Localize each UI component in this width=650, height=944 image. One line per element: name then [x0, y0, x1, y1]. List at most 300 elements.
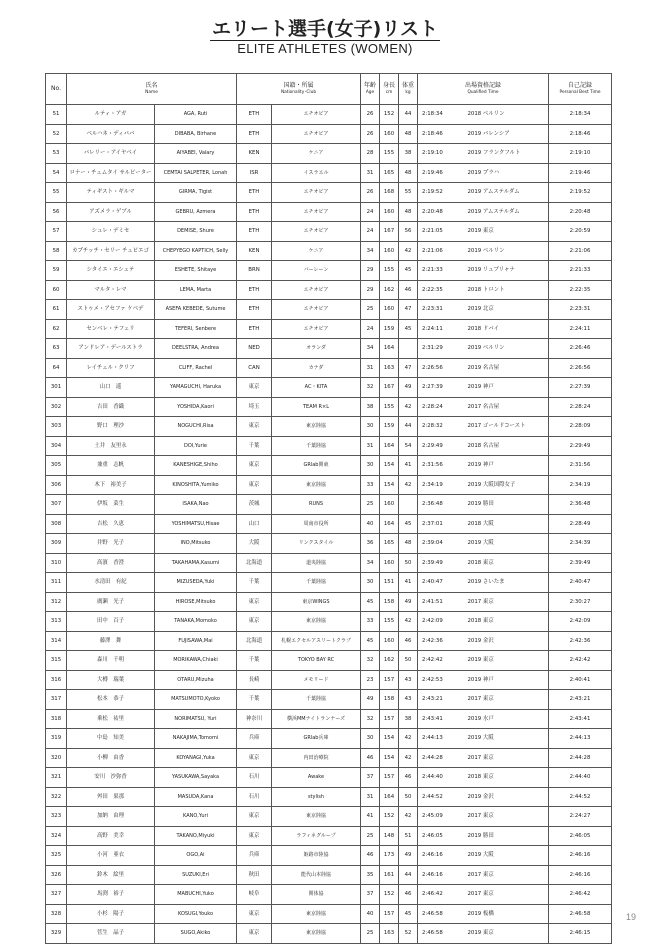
cell-name-jp: 松本 恭子 [67, 690, 155, 710]
cell-name-en: KOSUGI,Youko [155, 904, 237, 924]
cell-country-code: 石川 [237, 787, 272, 807]
page-number: 19 [625, 912, 636, 922]
header-weight-en: kg [405, 90, 411, 95]
cell-name-en: LEMA, Marta [155, 280, 237, 300]
cell-qualified-time: 2:28:32 [418, 417, 462, 437]
header-pb-jp: 自己記録 [568, 81, 593, 89]
cell-weight [399, 339, 418, 359]
cell-qualified-time: 2:23:31 [418, 300, 462, 320]
cell-name-en: KANESHIGE,Shiho [155, 456, 237, 476]
cell-height: 148 [380, 826, 399, 846]
cell-country-code: 東京 [237, 904, 272, 924]
page-title-text: エリート選手(女子)リスト [212, 18, 438, 40]
cell-name-jp: 安川 沙弥香 [67, 768, 155, 788]
cell-height: 157 [380, 670, 399, 690]
cell-weight: 42 [399, 612, 418, 632]
cell-height: 157 [380, 768, 399, 788]
cell-name-jp: 乗松 祐里 [67, 709, 155, 729]
cell-name-jp: ベルハネ・ディババ [67, 124, 155, 144]
cell-qualified-time: 2:21:06 [418, 241, 462, 261]
cell-age: 24 [361, 319, 380, 339]
cell-no: 304 [46, 436, 67, 456]
cell-name-en: ESHETE, Shitaye [155, 261, 237, 281]
cell-qualified-time: 2:29:49 [418, 436, 462, 456]
table-row [46, 904, 612, 924]
cell-height: 152 [380, 807, 399, 827]
cell-club: エチオピア [272, 280, 361, 300]
table-row [46, 124, 612, 144]
table-row [46, 378, 612, 398]
cell-age: 29 [361, 261, 380, 281]
cell-club: 姫路市陸協 [272, 846, 361, 866]
cell-weight: 48 [399, 163, 418, 183]
cell-height: 155 [380, 144, 399, 164]
cell-no: 323 [46, 807, 67, 827]
cell-qualified-time: 2:39:49 [418, 553, 462, 573]
cell-weight: 56 [399, 222, 418, 242]
cell-age: 37 [361, 768, 380, 788]
cell-name-jp: レイチェル・クリフ [67, 358, 155, 378]
cell-personal-best: 2:42:36 [549, 631, 612, 651]
cell-age: 32 [361, 709, 380, 729]
cell-weight: 44 [399, 865, 418, 885]
cell-country-code: 千葉 [237, 690, 272, 710]
cell-qualified-race: 2019 フランクフルト [462, 144, 549, 164]
cell-personal-best: 2:19:52 [549, 183, 612, 203]
cell-no: 60 [46, 280, 67, 300]
header-no-label: No. [51, 85, 61, 93]
cell-personal-best: 2:44:28 [549, 748, 612, 768]
table-body [46, 105, 612, 944]
cell-name-en: KINOSHITA,Yumiko [155, 475, 237, 495]
cell-personal-best: 2:30:27 [549, 592, 612, 612]
cell-weight: 45 [399, 261, 418, 281]
cell-age: 45 [361, 592, 380, 612]
cell-age: 26 [361, 105, 380, 125]
cell-name-jp: センベレ・テフェリ [67, 319, 155, 339]
header-pb-en: Personal Best Time [559, 90, 601, 95]
cell-height: 154 [380, 748, 399, 768]
cell-name-en: SUZUKI,Eri [155, 865, 237, 885]
cell-club: エチオピア [272, 124, 361, 144]
cell-personal-best: 2:42:09 [549, 612, 612, 632]
cell-age: 38 [361, 397, 380, 417]
cell-club: エチオピア [272, 183, 361, 203]
cell-country-code: 埼玉 [237, 397, 272, 417]
cell-personal-best: 2:21:33 [549, 261, 612, 281]
cell-qualified-time: 2:43:21 [418, 690, 462, 710]
cell-name-jp: アンドレア・デールストラ [67, 339, 155, 359]
cell-age: 24 [361, 202, 380, 222]
cell-weight: 46 [399, 768, 418, 788]
cell-qualified-race: 2017 ゴールドコースト [462, 417, 549, 437]
cell-age: 25 [361, 924, 380, 944]
cell-qualified-time: 2:24:11 [418, 319, 462, 339]
cell-personal-best: 2:28:24 [549, 397, 612, 417]
cell-club: エチオピア [272, 105, 361, 125]
cell-country-code: ETH [237, 202, 272, 222]
cell-weight: 46 [399, 631, 418, 651]
cell-club: 関体協 [272, 885, 361, 905]
cell-qualified-time: 2:42:36 [418, 631, 462, 651]
cell-country-code: ETH [237, 280, 272, 300]
cell-qualified-race: 2017 東京 [462, 690, 549, 710]
cell-weight: 49 [399, 592, 418, 612]
table-row [46, 651, 612, 671]
cell-qualified-time: 2:27:39 [418, 378, 462, 398]
cell-qualified-race: 2018 大阪 [462, 514, 549, 534]
cell-height: 160 [380, 631, 399, 651]
cell-name-jp: 小柳 由香 [67, 748, 155, 768]
cell-qualified-race: 2019 バレンシア [462, 124, 549, 144]
cell-qualified-time: 2:42:09 [418, 612, 462, 632]
cell-country-code: ETH [237, 222, 272, 242]
cell-weight: 48 [399, 534, 418, 554]
cell-country-code: 石川 [237, 768, 272, 788]
cell-height: 173 [380, 846, 399, 866]
table-row [46, 553, 612, 573]
cell-weight [399, 495, 418, 515]
table-row [46, 222, 612, 242]
cell-qualified-race: 2019 金沢 [462, 631, 549, 651]
cell-height: 165 [380, 163, 399, 183]
cell-club: AC・KITA [272, 378, 361, 398]
cell-qualified-race: 2019 勝田 [462, 826, 549, 846]
cell-age: 26 [361, 124, 380, 144]
cell-no: 305 [46, 456, 67, 476]
cell-country-code: 東京 [237, 592, 272, 612]
cell-no: 310 [46, 553, 67, 573]
cell-no: 58 [46, 241, 67, 261]
cell-club: 周南市役所 [272, 514, 361, 534]
table-row [46, 514, 612, 534]
cell-height: 152 [380, 885, 399, 905]
cell-weight: 46 [399, 280, 418, 300]
cell-height: 160 [380, 495, 399, 515]
cell-age: 49 [361, 690, 380, 710]
cell-qualified-time: 2:26:56 [418, 358, 462, 378]
cell-country-code: 茨城 [237, 495, 272, 515]
header-weight-jp: 体重 [401, 81, 414, 89]
cell-name-jp: 吉田 香織 [67, 397, 155, 417]
cell-weight: 41 [399, 456, 418, 476]
cell-qualified-race: 2019 大阪 [462, 729, 549, 749]
cell-qualified-time: 2:42:53 [418, 670, 462, 690]
cell-qualified-time: 2:37:01 [418, 514, 462, 534]
cell-qualified-race: 2019 大阪国際女子 [462, 475, 549, 495]
cell-name-en: NAKAJIMA,Tomomi [155, 729, 237, 749]
cell-age: 33 [361, 475, 380, 495]
cell-qualified-race: 2019 ベルリン [462, 339, 549, 359]
cell-qualified-race: 2018 名古屋 [462, 436, 549, 456]
cell-country-code: 東京 [237, 456, 272, 476]
cell-name-jp: 小杉 陽子 [67, 904, 155, 924]
cell-club: 東京陸協 [272, 924, 361, 944]
cell-weight: 42 [399, 475, 418, 495]
cell-height: 167 [380, 222, 399, 242]
cell-club: エチオピア [272, 319, 361, 339]
cell-no: 313 [46, 612, 67, 632]
cell-age: 31 [361, 163, 380, 183]
cell-club: メモリード [272, 670, 361, 690]
cell-age: 28 [361, 144, 380, 164]
cell-height: 151 [380, 573, 399, 593]
cell-name-en: HIROSE,Mitsuko [155, 592, 237, 612]
table-row [46, 729, 612, 749]
page-title [0, 14, 650, 41]
cell-qualified-race: 2019 水戸 [462, 709, 549, 729]
cell-height: 164 [380, 514, 399, 534]
cell-height: 154 [380, 729, 399, 749]
cell-personal-best: 2:20:48 [549, 202, 612, 222]
cell-qualified-race: 2018 ドバイ [462, 319, 549, 339]
table-row [46, 339, 612, 359]
cell-name-jp: ストゥメ・アセファ ケベデ [67, 300, 155, 320]
cell-name-en: DEMISE, Shure [155, 222, 237, 242]
cell-no: 319 [46, 729, 67, 749]
cell-personal-best: 2:20:59 [549, 222, 612, 242]
cell-qualified-race: 2019 板橋 [462, 904, 549, 924]
cell-country-code: NED [237, 339, 272, 359]
cell-qualified-time: 2:40:47 [418, 573, 462, 593]
table-row [46, 456, 612, 476]
cell-name-jp: シュレ・デミセ [67, 222, 155, 242]
cell-qualified-time: 2:19:46 [418, 163, 462, 183]
cell-height: 160 [380, 241, 399, 261]
cell-age: 30 [361, 729, 380, 749]
cell-age: 32 [361, 651, 380, 671]
cell-name-jp: 舛田 果那 [67, 787, 155, 807]
cell-no: 329 [46, 924, 67, 944]
cell-height: 160 [380, 124, 399, 144]
cell-name-jp: 廣瀬 光子 [67, 592, 155, 612]
cell-name-jp: 大樽 瑞葉 [67, 670, 155, 690]
cell-age: 33 [361, 612, 380, 632]
cell-age: 30 [361, 456, 380, 476]
table-row [46, 475, 612, 495]
cell-name-jp: マルタ・レマ [67, 280, 155, 300]
cell-personal-best: 2:39:49 [549, 553, 612, 573]
cell-club: 内田治療院 [272, 748, 361, 768]
cell-no: 326 [46, 865, 67, 885]
cell-name-en: NOGUCHI,Risa [155, 417, 237, 437]
cell-club: オランダ [272, 339, 361, 359]
cell-country-code: 岐阜 [237, 885, 272, 905]
cell-height: 160 [380, 553, 399, 573]
cell-no: 56 [46, 202, 67, 222]
cell-name-jp: 伊坂 菜生 [67, 495, 155, 515]
cell-no: 316 [46, 670, 67, 690]
cell-no: 59 [46, 261, 67, 281]
cell-name-jp: 中島 知美 [67, 729, 155, 749]
cell-height: 160 [380, 202, 399, 222]
cell-no: 325 [46, 846, 67, 866]
cell-country-code: ETH [237, 300, 272, 320]
cell-name-en: ASEFA KEBEDE, Sutume [155, 300, 237, 320]
cell-age: 31 [361, 358, 380, 378]
cell-country-code: 兵庫 [237, 729, 272, 749]
cell-name-en: OGO,Ai [155, 846, 237, 866]
cell-age: 24 [361, 222, 380, 242]
header-name-en: Name [145, 90, 158, 95]
cell-name-jp: シタイエ・エシェテ [67, 261, 155, 281]
cell-name-jp: 菅生 晶子 [67, 924, 155, 944]
cell-qualified-time: 2:36:48 [418, 495, 462, 515]
cell-name-en: YAMAGUCHI, Haruka [155, 378, 237, 398]
cell-weight: 50 [399, 651, 418, 671]
cell-club: 千葉陸協 [272, 690, 361, 710]
cell-country-code: 東京 [237, 612, 272, 632]
cell-no: 55 [46, 183, 67, 203]
cell-country-code: 東京 [237, 807, 272, 827]
cell-qualified-time: 2:46:58 [418, 904, 462, 924]
cell-personal-best: 2:26:56 [549, 358, 612, 378]
cell-no: 320 [46, 748, 67, 768]
cell-name-en: DIBABA, Birhane [155, 124, 237, 144]
cell-country-code: 東京 [237, 417, 272, 437]
cell-no: 308 [46, 514, 67, 534]
cell-name-jp: 藤澤 舞 [67, 631, 155, 651]
cell-name-en: TEFERI, Senbere [155, 319, 237, 339]
cell-name-jp: 山口 遥 [67, 378, 155, 398]
cell-qualified-race: 2018 東京 [462, 553, 549, 573]
cell-no: 307 [46, 495, 67, 515]
cell-personal-best: 2:44:40 [549, 768, 612, 788]
cell-no: 327 [46, 885, 67, 905]
cell-club: ケニア [272, 241, 361, 261]
cell-height: 158 [380, 592, 399, 612]
cell-club: ケニア [272, 144, 361, 164]
cell-country-code: 東京 [237, 748, 272, 768]
cell-weight: 48 [399, 202, 418, 222]
cell-age: 31 [361, 787, 380, 807]
cell-no: 63 [46, 339, 67, 359]
cell-club: 東京陸協 [272, 417, 361, 437]
cell-qualified-time: 2:18:34 [418, 105, 462, 125]
cell-qualified-race: 2017 東京 [462, 592, 549, 612]
cell-qualified-time: 2:46:58 [418, 924, 462, 944]
cell-name-jp: 吉松 久恵 [67, 514, 155, 534]
cell-name-en: CHEPYEGO KAPTICH, Selly [155, 241, 237, 261]
cell-country-code: 北海道 [237, 553, 272, 573]
table-row [46, 631, 612, 651]
cell-personal-best: 2:23:31 [549, 300, 612, 320]
cell-name-en: GIRMA, Tigist [155, 183, 237, 203]
cell-qualified-time: 2:31:56 [418, 456, 462, 476]
cell-name-en: KOYANAGI,Yuka [155, 748, 237, 768]
cell-qualified-time: 2:44:13 [418, 729, 462, 749]
cell-name-en: AIYABEI, Valary [155, 144, 237, 164]
cell-qualified-race: 2019 ベルリン [462, 241, 549, 261]
cell-height: 152 [380, 105, 399, 125]
header-qual-jp: 出場資格記録 [465, 81, 502, 89]
table-row [46, 748, 612, 768]
table-row [46, 144, 612, 164]
cell-no: 324 [46, 826, 67, 846]
cell-personal-best: 2:46:05 [549, 826, 612, 846]
cell-age: 34 [361, 241, 380, 261]
cell-age: 37 [361, 885, 380, 905]
cell-name-en: NORIMATSU, Yuri [155, 709, 237, 729]
cell-country-code: BRN [237, 261, 272, 281]
cell-height: 164 [380, 339, 399, 359]
cell-no: 309 [46, 534, 67, 554]
cell-weight: 51 [399, 826, 418, 846]
cell-name-jp: ルティ・アガ [67, 105, 155, 125]
table-row [46, 280, 612, 300]
cell-qualified-time: 2:34:19 [418, 475, 462, 495]
table-row [46, 202, 612, 222]
cell-personal-best: 2:44:13 [549, 729, 612, 749]
cell-personal-best: 2:46:58 [549, 904, 612, 924]
cell-country-code: ETH [237, 105, 272, 125]
header-name [67, 74, 237, 105]
cell-club: stylish [272, 787, 361, 807]
cell-name-jp: ロナー・チェムタイ サルピーター [67, 163, 155, 183]
cell-qualified-race: 2019 リュブリャナ [462, 261, 549, 281]
cell-age: 41 [361, 807, 380, 827]
table-row [46, 573, 612, 593]
cell-personal-best: 2:46:15 [549, 924, 612, 944]
cell-qualified-race: 2017 東京 [462, 865, 549, 885]
table-row [46, 436, 612, 456]
cell-weight: 54 [399, 436, 418, 456]
header-age-en: Age [365, 90, 375, 95]
cell-height: 159 [380, 417, 399, 437]
cell-personal-best: 2:24:27 [549, 807, 612, 827]
table-row [46, 885, 612, 905]
table-row [46, 592, 612, 612]
cell-personal-best: 2:24:11 [549, 319, 612, 339]
cell-qualified-race: 2018 東京 [462, 612, 549, 632]
table-row [46, 787, 612, 807]
header-qualified [418, 74, 549, 105]
cell-age: 45 [361, 631, 380, 651]
cell-country-code: 山口 [237, 514, 272, 534]
cell-age: 35 [361, 865, 380, 885]
cell-age: 29 [361, 280, 380, 300]
cell-name-en: SUGO,Akiko [155, 924, 237, 944]
cell-personal-best: 2:28:49 [549, 514, 612, 534]
table-row [46, 807, 612, 827]
cell-name-jp: 高濱 香澄 [67, 553, 155, 573]
cell-weight: 44 [399, 417, 418, 437]
cell-qualified-race: 2017 東京 [462, 885, 549, 905]
cell-height: 167 [380, 378, 399, 398]
cell-no: 328 [46, 904, 67, 924]
cell-qualified-race: 2019 さいたま [462, 573, 549, 593]
cell-weight: 45 [399, 904, 418, 924]
table-row [46, 163, 612, 183]
header-height-jp: 身長 [382, 81, 395, 89]
table-row [46, 417, 612, 437]
cell-club: エチオピア [272, 202, 361, 222]
cell-weight: 42 [399, 241, 418, 261]
table-row [46, 690, 612, 710]
cell-no: 53 [46, 144, 67, 164]
cell-height: 163 [380, 924, 399, 944]
cell-age: 40 [361, 514, 380, 534]
cell-personal-best: 2:44:52 [549, 787, 612, 807]
cell-height: 168 [380, 183, 399, 203]
cell-weight: 49 [399, 846, 418, 866]
table-row [46, 397, 612, 417]
cell-weight: 47 [399, 300, 418, 320]
cell-club: TEAM R×L [272, 397, 361, 417]
cell-name-en: TAKAHAMA,Kasumi [155, 553, 237, 573]
cell-weight: 43 [399, 690, 418, 710]
cell-personal-best: 2:27:39 [549, 378, 612, 398]
